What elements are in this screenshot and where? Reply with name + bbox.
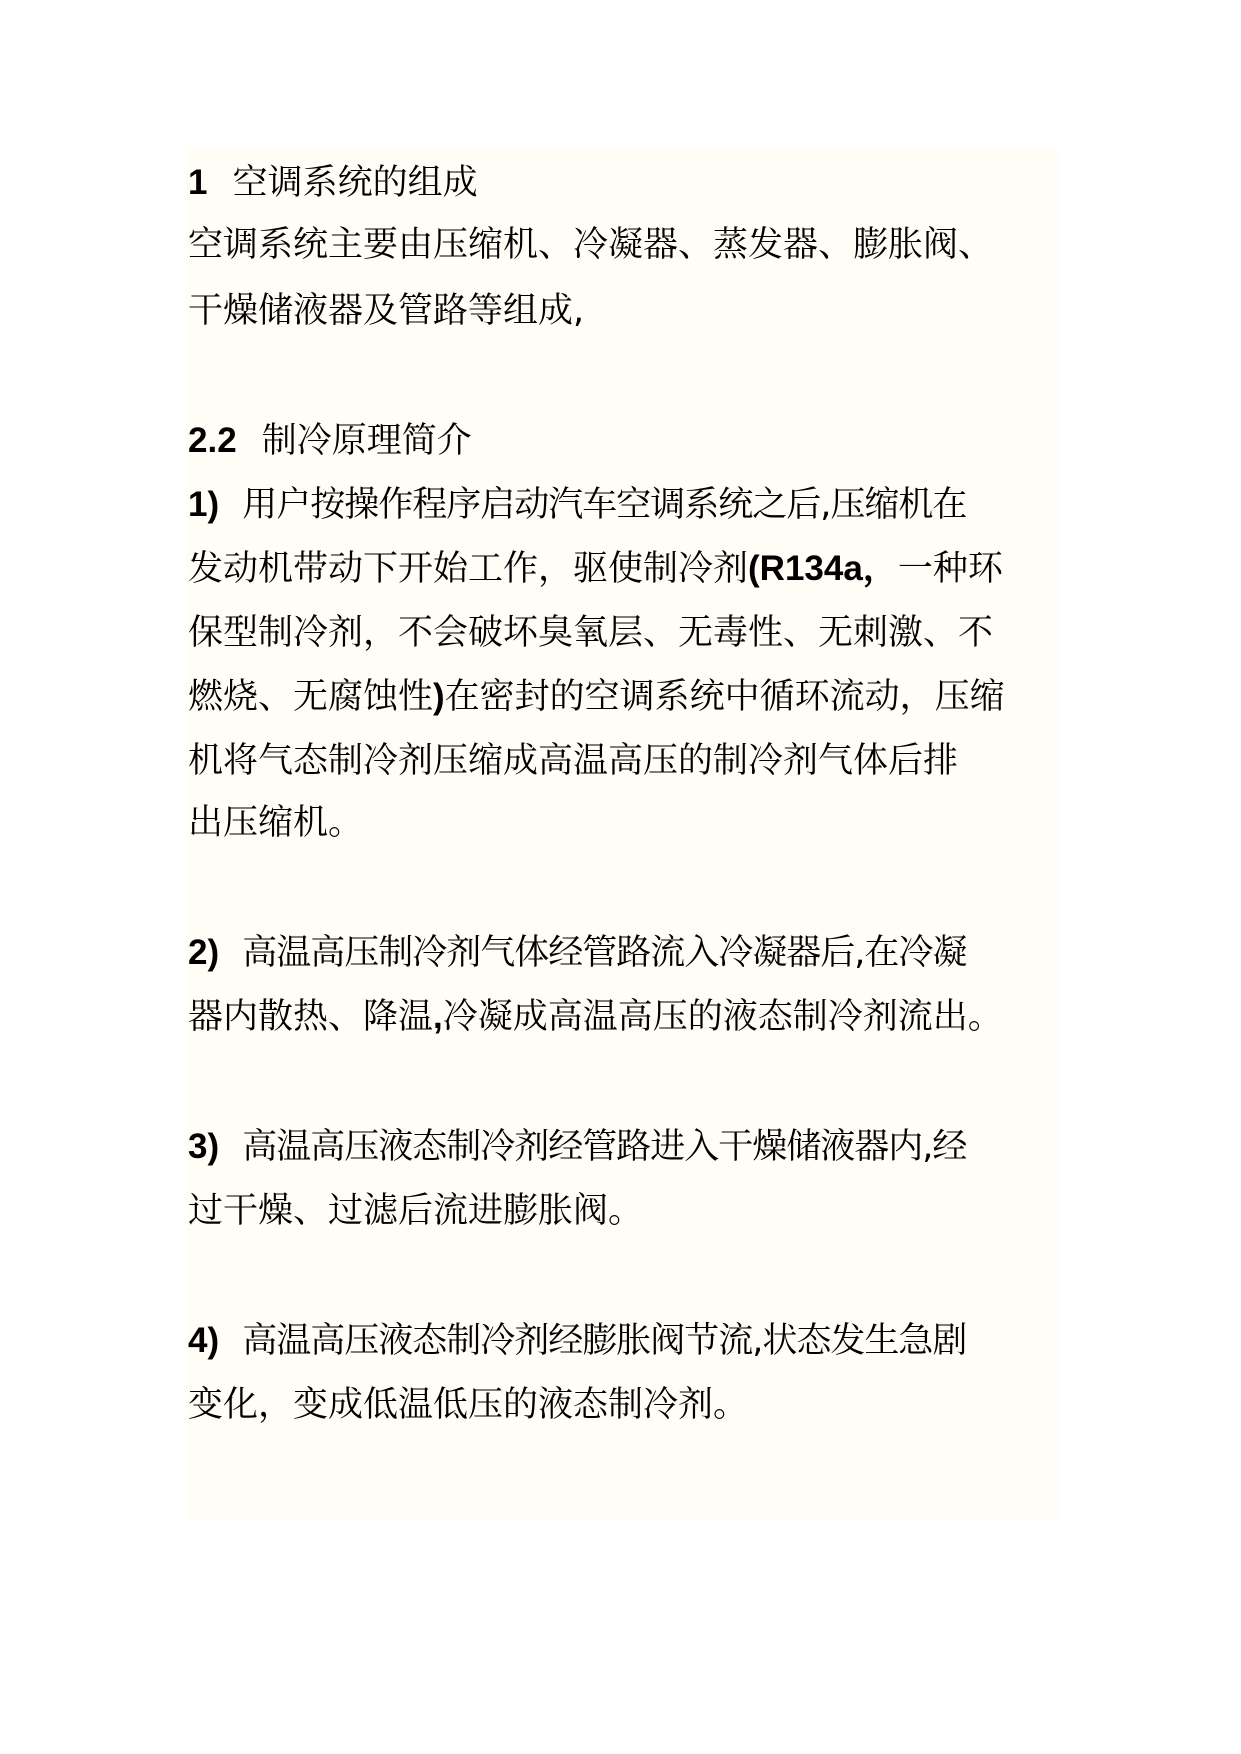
- section2-number: 2.2: [188, 421, 237, 460]
- step4-marker: 4): [188, 1321, 220, 1360]
- step2-line-2: 器内散热、降温,冷凝成高温高压的液态制冷剂流出。: [188, 997, 1003, 1037]
- section2-title: 制冷原理简介: [261, 421, 472, 461]
- section2-heading: [188, 418, 472, 464]
- step3-marker: 3): [188, 1127, 220, 1166]
- step1-line-4: 燃烧、无腐蚀性)在密封的空调系统中循环流动，压缩: [188, 677, 1005, 717]
- section1-line-1: 空调系统主要由压缩机、冷凝器、蒸发器、膨胀阀、: [188, 225, 994, 265]
- step3-line-2: 过干燥、过滤后流进膨胀阀。: [188, 1191, 644, 1231]
- step2-marker: 2): [188, 933, 220, 972]
- section1-line-2: 干燥储液器及管路等组成,: [188, 291, 585, 331]
- section1-title: 空调系统的组成: [232, 163, 478, 203]
- step1-line-6: 出压缩机。: [188, 803, 364, 843]
- step4-line-2: 变化，变成低温低压的液态制冷剂。: [188, 1385, 749, 1425]
- step2-line-1: 2) 高温高压制冷剂气体经管路流入冷凝器后,在冷凝: [188, 933, 967, 973]
- step1-line-2: 发动机带动下开始工作，驱使制冷剂(R134a，一种环: [188, 549, 1003, 589]
- step3-line-1: 3) 高温高压液态制冷剂经管路进入干燥储液器内,经: [188, 1127, 967, 1167]
- step1-line-1: 1) 用户按操作程序启动汽车空调系统之后,压缩机在: [188, 485, 967, 525]
- section1-heading: [188, 160, 478, 206]
- step1-marker: 1): [188, 485, 220, 524]
- step1-line-5: 机将气态制冷剂压缩成高温高压的制冷剂气体后排: [188, 741, 959, 781]
- step1-line-3: 保型制冷剂，不会破坏臭氧层、无毒性、无刺激、不: [188, 613, 994, 653]
- section1-number: 1: [188, 163, 208, 202]
- step4-line-1: 4) 高温高压液态制冷剂经膨胀阀节流,状态发生急剧: [188, 1321, 967, 1361]
